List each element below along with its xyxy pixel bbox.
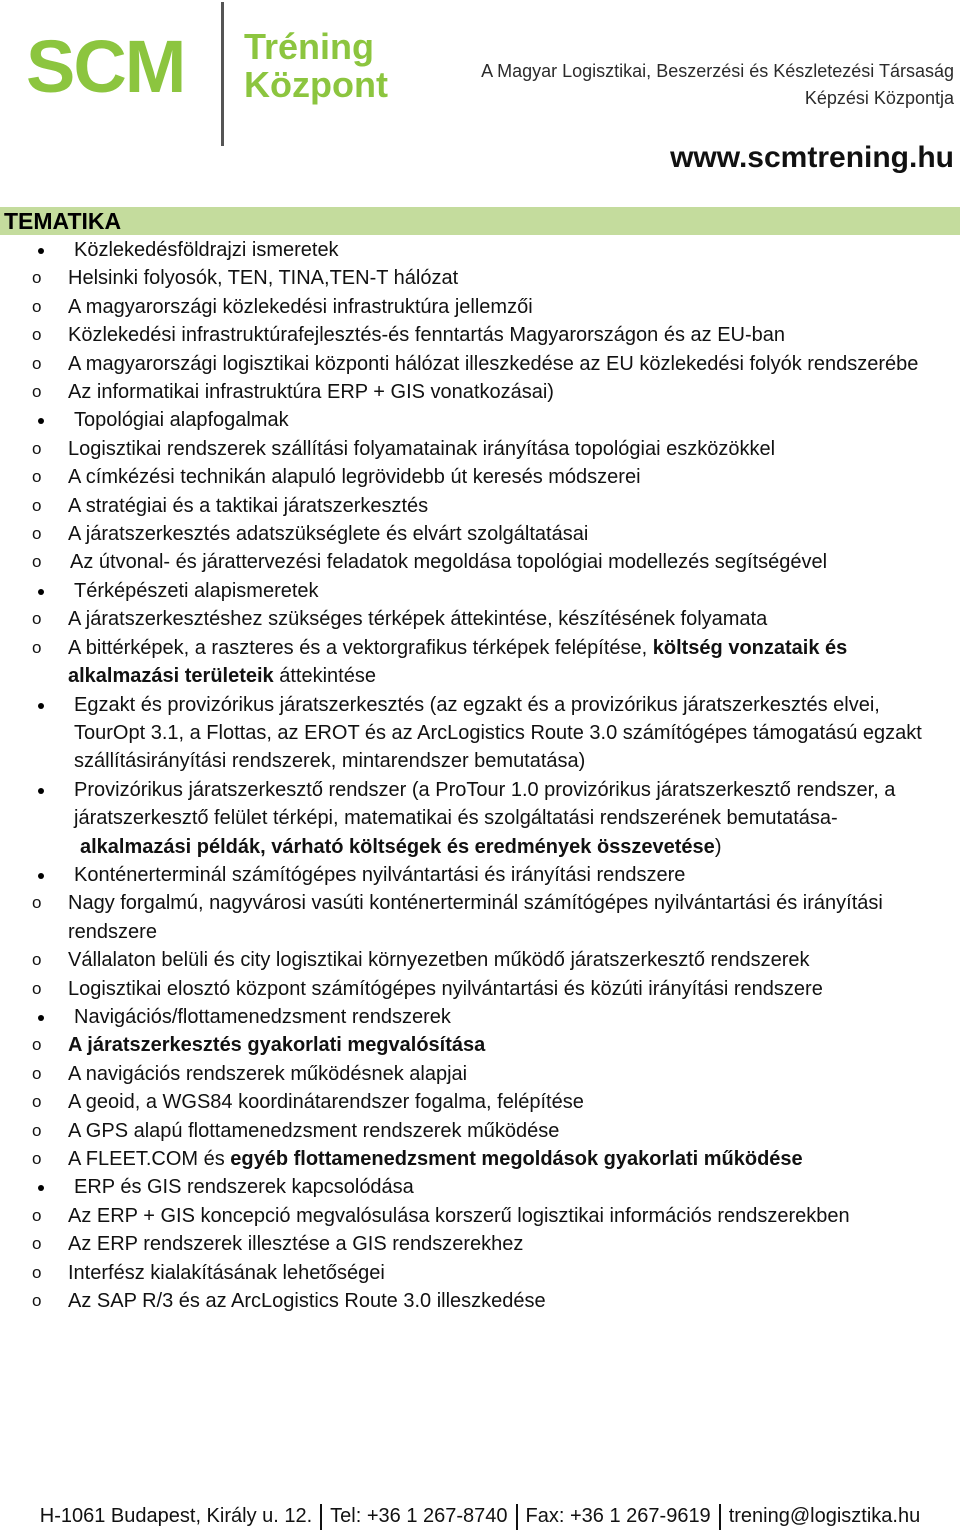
circle-bullet-icon: o: [32, 382, 42, 402]
subtopic-list: [0, 1031, 960, 1173]
circle-bullet-icon: o: [32, 1205, 42, 1225]
bullet-icon: [38, 703, 44, 709]
circle-bullet-icon: o: [32, 637, 42, 657]
topic-item: [0, 691, 960, 776]
topic-item: Provizórikus járatszerkesztő rendszer (a ProTour 1.0 provizórikus járatszerkesztő rendszer, a járatszerkesztő felület térképi, matematikai és szolgáltatási rendszerének bemutatása- alkalmazási példák, várható költségek és eredmények összevetése): [0, 776, 960, 861]
logo-divider: [221, 2, 224, 146]
subtopic-item: o A FLEET.COM és egyéb flottamenedzsment megoldások gyakorlati működése: [0, 1145, 960, 1173]
circle-bullet-icon: o: [32, 524, 42, 544]
topic-item: [0, 236, 960, 264]
subtopic-item: o A magyarországi közlekedési infrastruktúra jellemzői: [0, 293, 960, 321]
topic-label: Közlekedésföldrajzi ismeretek: [74, 239, 339, 261]
subtopic-item: o Interfész kialakításának lehetőségei: [0, 1259, 960, 1287]
footer-phone: Tel: +36 1 267-8740: [330, 1505, 508, 1527]
subtopic-list: [0, 605, 960, 690]
footer: [0, 1501, 960, 1531]
subtopic-item: o Az ERP + GIS koncepció megvalósulása korszerű logisztikai információs rendszerekben: [0, 1202, 960, 1230]
subtopic-list: [0, 435, 960, 577]
subtopic-list: [0, 264, 960, 406]
topic-list: [0, 236, 960, 1315]
subtopic-item: o A járatszerkesztéshez szükséges térképek áttekintése, készítésének folyamata: [0, 605, 960, 633]
circle-bullet-icon: o: [32, 552, 42, 572]
subtopic-list: [0, 1202, 960, 1316]
subtopic-item: o A bittérképek, a raszteres és a vektorgrafikus térképek felépítése, költség vonzataik és alkalmazási területeik áttekintése: [0, 634, 960, 691]
circle-bullet-icon: o: [32, 438, 42, 458]
topic-item: [0, 1003, 960, 1031]
subtopic-item: o Közlekedési infrastruktúrafejlesztés-és fenntartás Magyarországon és az EU-ban: [0, 321, 960, 349]
circle-bullet-icon: o: [32, 950, 42, 970]
topic-label: Topológiai alapfogalmak: [74, 409, 289, 432]
circle-bullet-icon: o: [32, 325, 42, 345]
circle-bullet-icon: o: [32, 296, 42, 316]
subtopic-item: o Az ERP rendszerek illesztése a GIS rendszerekhez: [0, 1230, 960, 1258]
topic-item: [0, 861, 960, 889]
topic-label: Konténerterminál számítógépes nyilvántartási és irányítási rendszere: [74, 863, 686, 886]
organization-name: [481, 58, 954, 112]
footer-divider: [719, 1504, 721, 1530]
subtopic-item: o Logisztikai rendszerek szállítási folyamatainak irányítása topológiai eszközökkel: [0, 435, 960, 463]
circle-bullet-icon: o: [32, 1234, 42, 1254]
logo-scm: SCM: [26, 25, 185, 108]
subtopic-item: o A geoid, a WGS84 koordinátarendszer fogalma, felépítése: [0, 1088, 960, 1116]
subtopic-item: o Vállalaton belüli és city logisztikai környezetben működő járatszerkesztő rendszerek: [0, 946, 960, 974]
topic-label: ERP és GIS rendszerek kapcsolódása: [74, 1176, 414, 1199]
circle-bullet-icon: o: [32, 353, 42, 373]
circle-bullet-icon: o: [32, 893, 42, 913]
bullet-icon: [38, 788, 44, 794]
footer-divider: [516, 1504, 518, 1530]
subtopic-item: o A magyarországi logisztikai központi hálózat illeszkedése az EU közlekedési folyók rendszerébe: [0, 350, 960, 378]
subtopic-item: o Az útvonal- és járattervezési feladatok megoldása topológiai modellezés segítségével: [0, 548, 960, 576]
footer-email[interactable]: trening@logisztika.hu: [728, 1505, 921, 1527]
subtopic-item: o A járatszerkesztés gyakorlati megvalósítása: [0, 1031, 960, 1059]
circle-bullet-icon: o: [32, 1262, 42, 1282]
subtopic-item: o A járatszerkesztés adatszükséglete és elvárt szolgáltatásai: [0, 520, 960, 548]
circle-bullet-icon: o: [32, 609, 42, 629]
topic-label: Térképészeti alapismeretek: [74, 579, 319, 602]
bullet-icon: [38, 1185, 44, 1191]
topic-label: Provizórikus járatszerkesztő rendszer (a ProTour 1.0 provizórikus járatszerkesztő rendszer, a járatszerkesztő felület térképi, matematikai és szolgáltatási rendszerének bemutatása-: [74, 778, 896, 830]
website-link[interactable]: www.scmtrening.hu: [670, 141, 954, 174]
circle-bullet-icon: o: [32, 1149, 42, 1168]
circle-bullet-icon: o: [32, 1092, 42, 1112]
circle-bullet-icon: o: [32, 978, 42, 998]
circle-bullet-icon: o: [32, 1120, 42, 1140]
subtopic-item: o Az informatikai infrastruktúra ERP + GIS vonatkozásai): [0, 378, 960, 406]
subtopic-list: [0, 889, 960, 1003]
bullet-icon: [38, 248, 44, 254]
logo-line-1: Tréning: [244, 26, 375, 67]
footer-address: H-1061 Budapest, Király u. 12.: [39, 1505, 313, 1527]
circle-bullet-icon: o: [32, 1291, 42, 1311]
topic-label-bold: alkalmazási példák, várható költségek és eredmények összevetése: [80, 835, 715, 858]
subtopic-item: o Helsinki folyosók, TEN, TINA,TEN-T hálózat: [0, 264, 960, 292]
subtopic-item: o Az SAP R/3 és az ArcLogistics Route 3.0 illeszkedése: [0, 1287, 960, 1315]
org-line-2: Képzési Központja: [804, 88, 954, 108]
bullet-icon: [38, 418, 44, 424]
logo-line-2: Központ: [244, 64, 388, 105]
subtopic-item: o Nagy forgalmú, nagyvárosi vasúti konténerterminál számítógépes nyilvántartási és irányítási rendszere: [0, 889, 960, 946]
topic-label: Egzakt és provizórikus járatszerkesztés (az egzakt és a provizórikus járatszerkesztés elvei, TourOpt 3.1, a Flottas, az EROT és az ArcLogistics Route 3.0 számítógépes támogatású egzakt szállításirányítási rendszerek, mintarendszer bemutatása): [74, 693, 922, 773]
subtopic-item: o A címkézési technikán alapuló legrövidebb út keresés módszerei: [0, 463, 960, 491]
subtopic-item: o A stratégiai és a taktikai járatszerkesztés: [0, 492, 960, 520]
footer-fax: Fax: +36 1 267-9619: [525, 1505, 711, 1527]
circle-bullet-icon: o: [32, 1035, 42, 1055]
circle-bullet-icon: o: [32, 1063, 42, 1083]
subtopic-item: o A navigációs rendszerek működésnek alapjai: [0, 1060, 960, 1088]
circle-bullet-icon: o: [32, 495, 42, 515]
subtopic-item: o A GPS alapú flottamenedzsment rendszerek működése: [0, 1117, 960, 1145]
org-line-1: A Magyar Logisztikai, Beszerzési és Készletezési Társaság: [481, 61, 954, 81]
subtopic-item: o Logisztikai elosztó központ számítógépes nyilvántartási és közúti irányítási rendszere: [0, 975, 960, 1003]
circle-bullet-icon: o: [32, 268, 42, 288]
bullet-icon: [38, 589, 44, 595]
topic-item: [0, 406, 960, 434]
bullet-icon: [38, 1015, 44, 1021]
logo-trening-kozpont: [244, 28, 388, 104]
topic-label: Navigációs/flottamenedzsment rendszerek: [74, 1005, 451, 1028]
topic-item: [0, 577, 960, 605]
bullet-icon: [38, 873, 44, 879]
circle-bullet-icon: o: [32, 467, 42, 487]
footer-divider: [320, 1504, 322, 1530]
section-title: TEMATIKA: [4, 208, 122, 234]
topic-item: [0, 1173, 960, 1201]
section-title-bar: [0, 207, 960, 235]
